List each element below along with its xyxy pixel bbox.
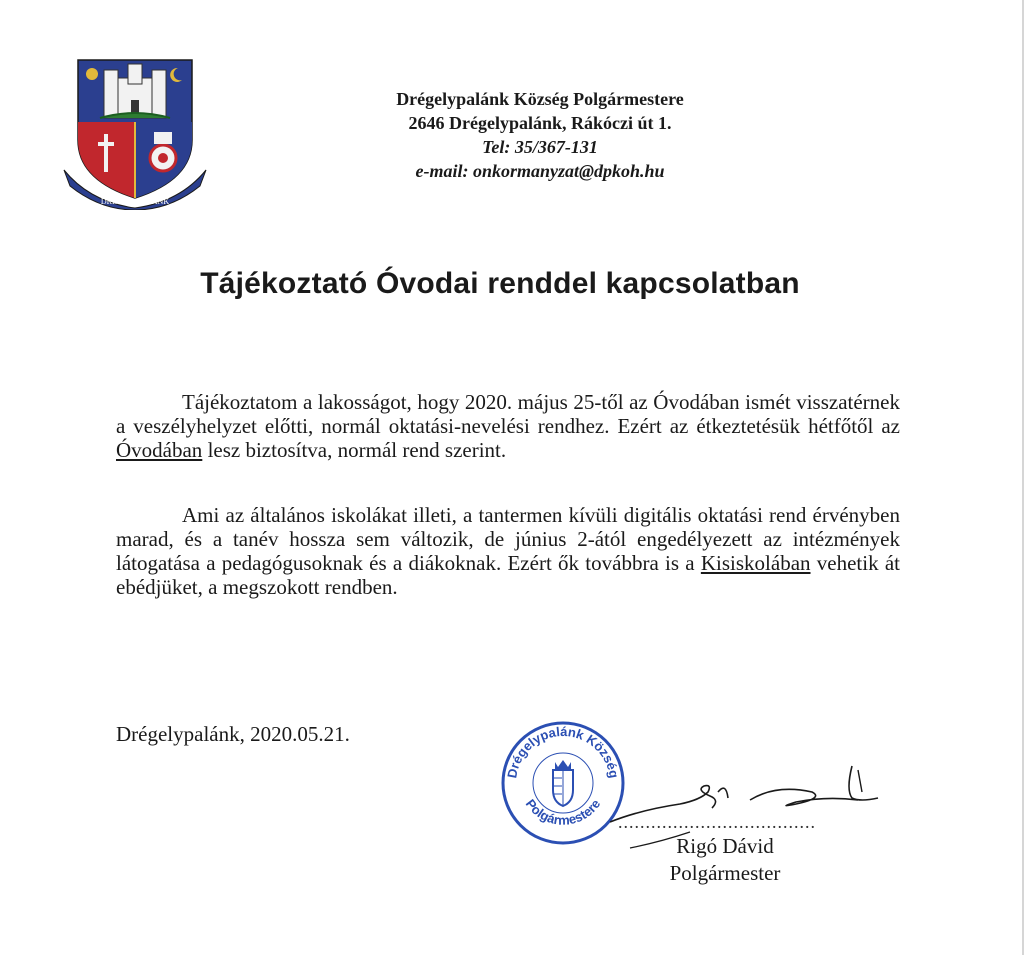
signer-name: Rigó Dávid	[676, 834, 774, 858]
underlined-kisiskolaban: Kisiskolában	[700, 551, 811, 575]
paragraph-2-text-b: vehetik át ebédjüket, a megszokott rendben.	[116, 551, 900, 599]
document-title: Tájékoztató Óvodai renddel kapcsolatban	[200, 267, 800, 300]
signature-line: ....................................	[618, 812, 816, 832]
office-address: 2646 Drégelypalánk, Rákóczi út 1.	[408, 113, 672, 133]
paragraph-schools	[116, 503, 900, 599]
crest-year-right: 2001	[172, 182, 186, 190]
underlined-ovodaban: Óvodában	[116, 438, 203, 462]
dateline: Drégelypalánk, 2020.05.21.	[116, 722, 350, 746]
office-phone: Tel: 35/367-131	[482, 137, 598, 157]
paragraph-kindergarten	[116, 390, 900, 462]
crest-year-left: 1274	[84, 182, 98, 190]
paragraph-1-text-a: Tájékoztatom a lakosságot, hogy 2020. május 25-től az Óvodában ismét visszatérnek a veszélyhelyzet előtti, normál oktatási-nevelési rendhez. Ezért az étkeztetésük hétfőtől az	[116, 390, 900, 438]
signer-block	[650, 833, 800, 887]
letterhead	[340, 87, 740, 183]
crest-banner-text: DRÉGELYPALÁNK	[100, 197, 170, 206]
office-email: e-mail: onkormanyzat@dpkoh.hu	[415, 161, 665, 181]
signer-title: Polgármester	[669, 861, 781, 885]
office-name: Drégelypalánk Község Polgármestere	[396, 89, 684, 109]
coat-of-arms-logo	[60, 52, 210, 210]
paragraph-1-text-b: lesz biztosítva, normál rend szerint.	[202, 438, 507, 462]
stamp-bottom-text: Polgármestere	[522, 796, 604, 828]
paragraph-2-text-a: Ami az általános iskolákat illeti, a tantermen kívüli digitális oktatási rend érvényben marad, és a tanév hossza sem változik, de június 2-ától engedélyezett az intézmények látogatása a pedagógusoknak és a diákoknak. Ezért ők továbbra is a	[116, 503, 900, 575]
stamp-top-text: Drégelypalánk Község	[504, 723, 622, 780]
